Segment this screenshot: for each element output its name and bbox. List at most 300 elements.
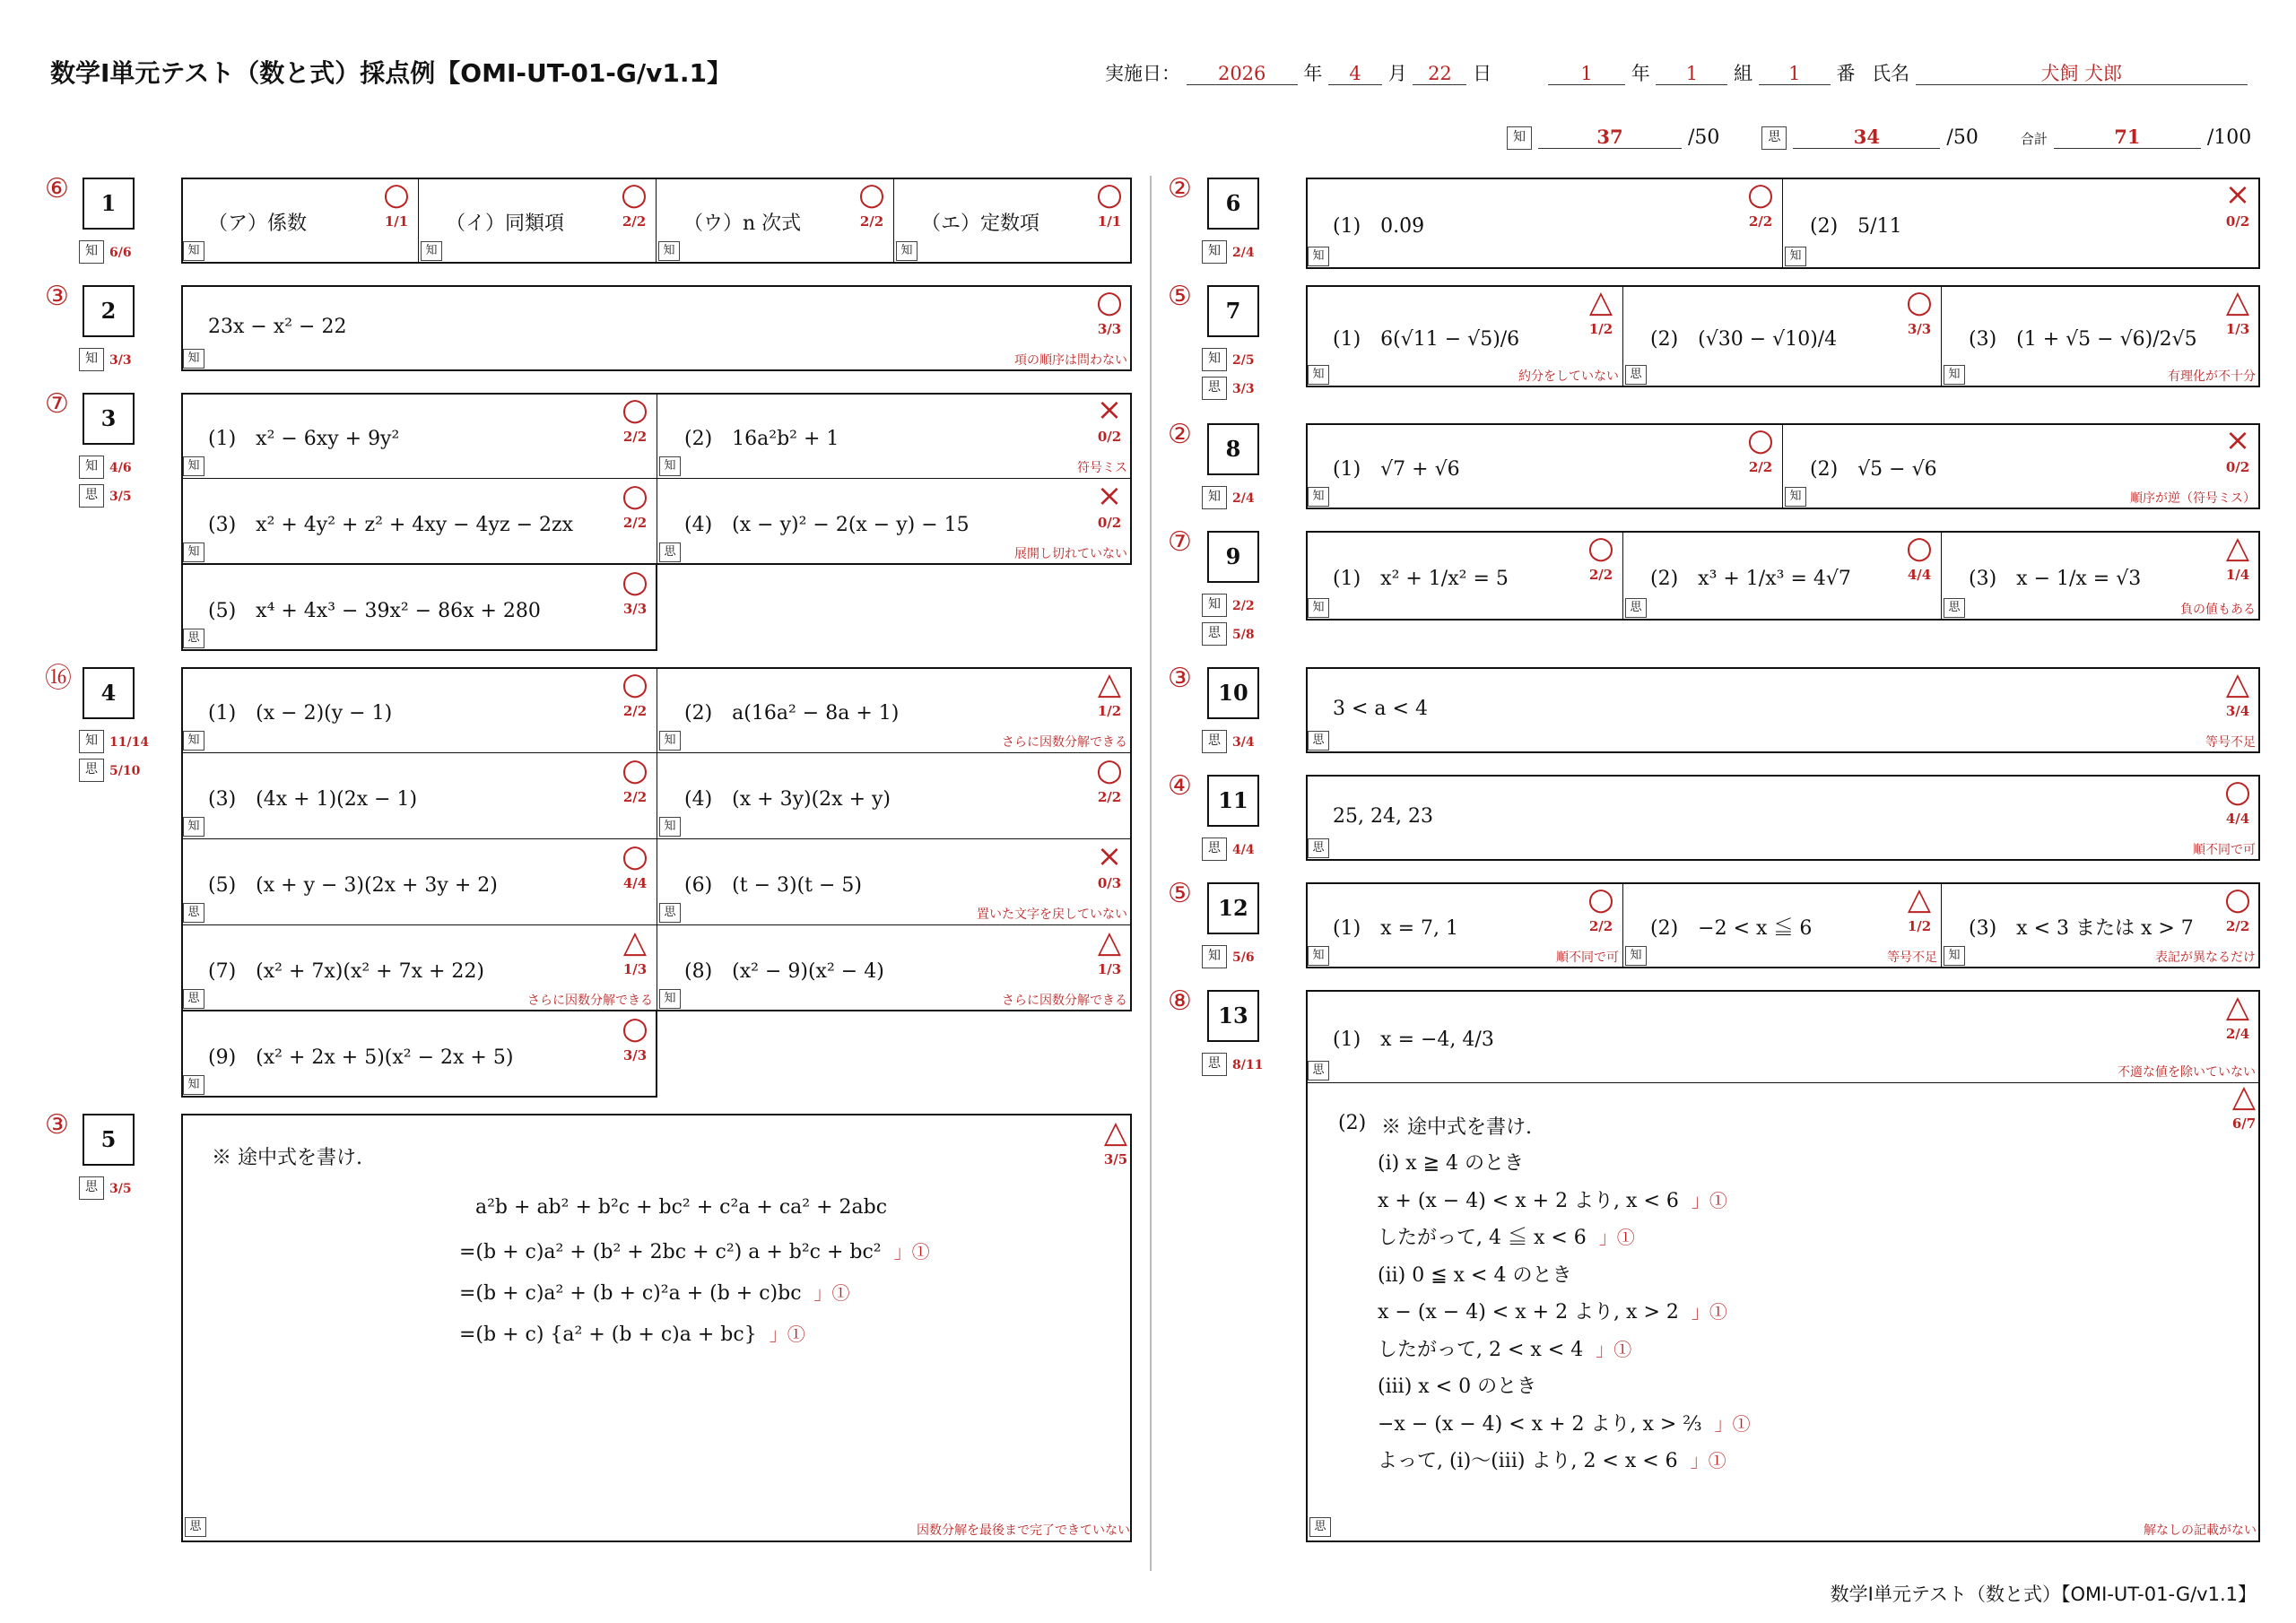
cell-score: 3/4 xyxy=(2225,703,2250,719)
cell-tag: 知 xyxy=(183,456,204,476)
cell-tag: 思 xyxy=(183,989,204,1009)
answer-text: (7) (x² + 7x)(x² + 7x + 22) xyxy=(208,960,485,983)
cell-tag: 思 xyxy=(659,903,681,923)
grading-mark: ○ xyxy=(1096,284,1123,320)
page-title: 数学Ⅰ単元テスト（数と式）採点例【OMI-UT-01-G/v1.1】 xyxy=(50,58,732,88)
q13b-comment: 解なしの記載がない xyxy=(2144,1523,2257,1538)
cell-tag: 知 xyxy=(183,817,204,837)
answer-text: (1) (x − 2)(y − 1) xyxy=(208,702,393,725)
cell-tag: 知 xyxy=(183,731,204,751)
q13b-line-tick: 」① xyxy=(1598,1227,1635,1248)
number-label: 番 xyxy=(1836,63,1856,84)
answer-cell xyxy=(1942,285,2260,387)
grading-mark: △ xyxy=(622,924,648,960)
q5-comment: 因数分解を最後まで完了できていない xyxy=(917,1523,1130,1538)
year-value: 2026 xyxy=(1187,62,1298,85)
answer-text: (2) 5/11 xyxy=(1810,215,1902,238)
question-subscore-row xyxy=(79,484,132,508)
answer-text: (2) 16a²b² + 1 xyxy=(684,428,839,450)
q5-line-tick: 」① xyxy=(769,1324,805,1345)
cell-score: 1/1 xyxy=(1097,213,1122,230)
cell-score: 2/2 xyxy=(622,429,648,445)
cell-tag: 思 xyxy=(1625,598,1647,618)
cell-score: 4/4 xyxy=(2225,811,2250,827)
cell-tag-wrap xyxy=(659,989,681,1009)
cell-tag-wrap xyxy=(659,731,681,751)
cell-tag: 知 xyxy=(183,349,204,369)
subscore-tag: 思 xyxy=(1202,622,1227,646)
grading-mark: △ xyxy=(1097,924,1122,960)
subscore-tag: 思 xyxy=(1202,377,1227,400)
question-number: 10 xyxy=(1207,667,1259,719)
question-points-circle: ③ xyxy=(45,281,69,312)
cell-tag: 知 xyxy=(1785,487,1806,507)
subscore-value: 4/4 xyxy=(1232,842,1255,857)
cell-score: 2/2 xyxy=(2225,918,2250,934)
cell-tag-wrap xyxy=(1785,487,1806,507)
question-number: 4 xyxy=(83,667,135,719)
answer-text: （イ）同類項 xyxy=(446,213,565,235)
question-points-circle: ⑯ xyxy=(45,663,72,694)
subscore-tag: 思 xyxy=(1202,838,1227,861)
think-tag: 思 xyxy=(1761,126,1787,150)
cell-tag-wrap xyxy=(183,241,204,261)
q13b-line-text: −x − (x − 4) < x + 2 より, x > ⅔ xyxy=(1378,1412,1702,1436)
cell-score: 1/2 xyxy=(1097,703,1122,719)
cell-tag-wrap xyxy=(1625,598,1647,618)
answer-cell xyxy=(657,667,1132,753)
cell-score: 3/3 xyxy=(1097,321,1122,337)
answer-cell xyxy=(181,178,419,264)
grading-mark: △ xyxy=(1097,666,1122,702)
subscore-tag: 知 xyxy=(79,456,104,479)
cell-tag-wrap xyxy=(183,456,204,476)
q13b-tag: 思 xyxy=(1309,1517,1331,1537)
q13b-work-line xyxy=(1378,1222,1635,1250)
answer-cell xyxy=(894,178,1132,264)
subscore-value: 5/8 xyxy=(1232,627,1255,642)
question-subscore-row xyxy=(1202,594,1255,617)
cell-tag-wrap xyxy=(896,241,918,261)
answer-text: (2) √5 − √6 xyxy=(1810,458,1937,481)
grading-mark: ○ xyxy=(1096,177,1123,213)
cell-score: 0/2 xyxy=(1097,429,1122,445)
column-divider xyxy=(1150,176,1152,1571)
cell-tag: 知 xyxy=(183,241,204,261)
grading-mark: ○ xyxy=(1587,881,1614,917)
cell-tag-wrap xyxy=(1308,598,1329,618)
answer-cell xyxy=(419,178,657,264)
answer-cell xyxy=(657,393,1132,479)
answer-text: (3) (1 + √5 − √6)/2√5 xyxy=(1969,328,2197,351)
answer-text: (2) −2 < x ≦ 6 xyxy=(1650,917,1813,940)
q13b-line-text: (iii) x < 0 のとき xyxy=(1378,1376,1537,1398)
question-subscore-row xyxy=(1202,377,1255,400)
answer-cell xyxy=(1306,423,1783,509)
question-number: 6 xyxy=(1207,178,1259,230)
question-points-circle: ⑧ xyxy=(1168,985,1192,1017)
q5-score: 3/5 xyxy=(1103,1151,1128,1167)
cell-tag-wrap xyxy=(1785,247,1806,266)
q13b-work-line xyxy=(1378,1445,1726,1473)
grading-mark: × xyxy=(2224,422,2251,458)
cell-comment: 不適な値を除いていない xyxy=(2118,1065,2256,1080)
cell-score: 1/4 xyxy=(2225,567,2250,583)
grading-mark: ○ xyxy=(1587,530,1614,566)
cell-score: 0/3 xyxy=(1097,875,1122,891)
grading-mark: ○ xyxy=(622,1011,648,1046)
subscore-tag: 知 xyxy=(79,240,104,264)
answer-text: 25, 24, 23 xyxy=(1333,805,1433,828)
question-subscore-row xyxy=(1202,1053,1263,1076)
q13b-work-line xyxy=(1378,1334,1631,1362)
cell-score: 0/2 xyxy=(1097,515,1122,531)
answer-cell xyxy=(181,393,657,479)
think-max: /50 xyxy=(1946,126,1979,149)
question-subscore-row xyxy=(1202,945,1255,968)
q13b-work-line xyxy=(1378,1185,1727,1213)
know-max: /50 xyxy=(1688,126,1720,149)
student-row xyxy=(1548,59,2248,86)
grading-mark: ○ xyxy=(1906,530,1933,566)
day-label: 日 xyxy=(1473,63,1492,84)
grading-mark: ○ xyxy=(2224,774,2251,810)
answer-cell xyxy=(181,285,1132,371)
q13b-work-line xyxy=(1378,1409,1751,1436)
cell-comment: 展開し切れていない xyxy=(1014,547,1127,561)
subscore-value: 3/5 xyxy=(109,1181,132,1196)
question-points-circle: ② xyxy=(1168,419,1192,450)
q13b-line-tick: 」① xyxy=(1691,1301,1727,1323)
q13b-line-text: x − (x − 4) < x + 2 より, x > 2 xyxy=(1378,1301,1679,1324)
cell-comment: 等号不足 xyxy=(1887,950,1937,965)
class-label: 組 xyxy=(1734,63,1753,84)
question-points-circle: ⑤ xyxy=(1168,281,1192,312)
cell-comment: 有理化が不十分 xyxy=(2168,369,2256,384)
q5-line-text: =(b + c)a² + (b + c)²a + (b + c)bc xyxy=(459,1282,802,1305)
q5-line-tick: 」① xyxy=(893,1241,930,1263)
answer-text: (2) a(16a² − 8a + 1) xyxy=(684,702,900,725)
cell-comment: 負の値もある xyxy=(2180,603,2256,617)
grading-mark: △ xyxy=(2225,530,2250,566)
question-subscore-row xyxy=(79,730,149,753)
grade-value: 1 xyxy=(1548,62,1625,85)
answer-text: (3) x < 3 または x > 7 xyxy=(1969,917,2194,940)
answer-cell xyxy=(181,839,657,925)
answer-cell xyxy=(181,667,657,753)
date-row xyxy=(1105,59,1492,86)
cell-tag: 知 xyxy=(659,456,681,476)
question-subscore-row xyxy=(79,1176,132,1200)
answer-text: (3) x − 1/x = √3 xyxy=(1969,568,2142,590)
q5-line-text: a²b + ab² + b²c + bc² + c²a + ca² + 2abc xyxy=(475,1196,888,1219)
cell-tag-wrap xyxy=(183,731,204,751)
answer-cell xyxy=(1623,531,1942,621)
question-points-circle: ③ xyxy=(45,1109,69,1141)
cell-score: 2/2 xyxy=(622,703,648,719)
cell-tag: 知 xyxy=(183,1075,204,1095)
q13b-score: 6/7 xyxy=(2231,1115,2257,1132)
cell-comment: 約分をしていない xyxy=(1518,369,1619,384)
cell-tag-wrap xyxy=(658,241,680,261)
cell-tag: 知 xyxy=(1308,598,1329,618)
grading-mark: ○ xyxy=(622,392,648,428)
cell-tag-wrap xyxy=(183,903,204,923)
cell-comment: 表記が異なるだけ xyxy=(2155,950,2256,965)
cell-score: 3/3 xyxy=(622,601,648,617)
answer-cell xyxy=(1306,775,2260,861)
cell-tag: 知 xyxy=(1308,247,1329,266)
cell-comment: 置いた文字を戻していない xyxy=(977,907,1127,922)
answer-cell xyxy=(1783,178,2260,269)
cell-score: 2/2 xyxy=(1588,918,1613,934)
cell-tag: 思 xyxy=(1308,1061,1329,1081)
answer-cell xyxy=(181,565,657,651)
subscore-tag: 思 xyxy=(79,759,104,782)
cell-tag: 思 xyxy=(1944,598,1965,618)
grading-mark: ○ xyxy=(622,478,648,514)
q13b-line-text: したがって, 4 ≦ x < 6 xyxy=(1378,1227,1587,1249)
cell-tag-wrap xyxy=(659,817,681,837)
cell-tag-wrap xyxy=(659,456,681,476)
know-score: 37 xyxy=(1538,126,1682,149)
cell-score: 2/2 xyxy=(1748,213,1773,230)
cell-score: 1/3 xyxy=(622,961,648,977)
answer-text: (8) (x² − 9)(x² − 4) xyxy=(684,960,884,983)
q13b-line-text: (i) x ≧ 4 のとき xyxy=(1378,1152,1525,1175)
answer-text: （ウ）n 次式 xyxy=(683,213,802,235)
cell-comment: 項の順序は問わない xyxy=(1014,353,1127,368)
question-points-circle: ⑦ xyxy=(1168,526,1192,558)
cell-tag: 知 xyxy=(1944,946,1965,966)
q13b-label: (2) xyxy=(1338,1112,1367,1134)
subscore-tag: 知 xyxy=(1202,240,1227,264)
cell-score: 1/2 xyxy=(1907,918,1932,934)
answer-cell xyxy=(1942,882,2260,968)
cell-score: 3/3 xyxy=(1907,321,1932,337)
cell-tag-wrap xyxy=(1308,838,1329,858)
answer-text: (1) 6(√11 − √5)/6 xyxy=(1333,328,1520,351)
answer-cell xyxy=(181,753,657,839)
subscore-tag: 知 xyxy=(1202,594,1227,617)
subscore-tag: 知 xyxy=(79,348,104,371)
cell-tag-wrap xyxy=(1308,1061,1329,1081)
subscore-value: 8/11 xyxy=(1232,1057,1264,1072)
answer-cell xyxy=(1306,285,1623,387)
question-subscore-row xyxy=(79,759,140,782)
q5-mark: △ xyxy=(1103,1115,1128,1150)
answer-text: (3) (4x + 1)(2x − 1) xyxy=(208,788,418,811)
cell-score: 2/2 xyxy=(1588,567,1613,583)
grading-mark: ○ xyxy=(858,177,885,213)
q5-line-text: =(b + c) {a² + (b + c)a + bc} xyxy=(459,1324,757,1346)
cell-tag: 知 xyxy=(1308,487,1329,507)
q5-work-line xyxy=(459,1237,930,1263)
day-value: 22 xyxy=(1413,62,1466,85)
grading-mark: △ xyxy=(2225,666,2250,702)
q13b-mark: △ xyxy=(2231,1079,2257,1115)
q13b-note: ※ 途中式を書け. xyxy=(1381,1116,1532,1139)
q13b-line-tick: 」① xyxy=(1690,1450,1726,1471)
cell-tag: 知 xyxy=(659,817,681,837)
answer-cell xyxy=(181,479,657,565)
cell-tag: 知 xyxy=(421,241,442,261)
q5-tag: 思 xyxy=(185,1517,206,1537)
answer-text: 23x − x² − 22 xyxy=(208,316,347,338)
cell-tag: 知 xyxy=(1308,946,1329,966)
answer-text: (3) x² + 4y² + z² + 4xy − 4yz − 2zx xyxy=(208,514,573,536)
cell-tag: 知 xyxy=(1785,247,1806,266)
know-tag: 知 xyxy=(1507,126,1532,150)
answer-text: (1) x² − 6xy + 9y² xyxy=(208,428,400,450)
answer-text: (2) x³ + 1/x³ = 4√7 xyxy=(1650,568,1851,590)
question-number: 9 xyxy=(1207,531,1259,583)
grading-mark: ○ xyxy=(2224,881,2251,917)
cell-tag-wrap xyxy=(421,241,442,261)
question-number: 8 xyxy=(1207,423,1259,475)
grading-mark: × xyxy=(1096,392,1123,428)
answer-cell xyxy=(657,925,1132,1011)
cell-comment: 順序が逆（符号ミス） xyxy=(2130,491,2256,506)
answer-text: (1) x = 7, 1 xyxy=(1333,917,1458,940)
q5-line-text: =(b + c)a² + (b² + 2bc + c²) a + b²c + bc² xyxy=(459,1241,882,1263)
cell-score: 2/4 xyxy=(2225,1026,2250,1042)
month-label: 月 xyxy=(1387,63,1407,84)
answer-cell xyxy=(181,1011,657,1098)
answer-cell xyxy=(1306,178,1783,269)
q13b-work-line xyxy=(1378,1260,1571,1288)
month-value: 4 xyxy=(1328,62,1382,85)
cell-tag: 知 xyxy=(896,241,918,261)
question-number: 5 xyxy=(83,1114,135,1166)
cell-tag: 知 xyxy=(1308,365,1329,385)
cell-tag-wrap xyxy=(1308,946,1329,966)
subscore-tag: 知 xyxy=(1202,945,1227,968)
answer-cell xyxy=(1783,423,2260,509)
cell-comment: 符号ミス xyxy=(1077,461,1127,475)
q5-work-line xyxy=(459,1320,805,1346)
cell-tag-wrap xyxy=(1944,598,1965,618)
grading-mark: ○ xyxy=(383,177,410,213)
question-subscore-row xyxy=(1202,838,1255,861)
q13b-work-line xyxy=(1378,1148,1524,1176)
question-number: 3 xyxy=(83,393,135,445)
answer-text: 3 < a < 4 xyxy=(1333,698,1428,720)
cell-tag-wrap xyxy=(1944,365,1965,385)
answer-cell xyxy=(1306,531,1623,621)
subscore-value: 3/5 xyxy=(109,489,132,504)
question-number: 11 xyxy=(1207,775,1259,827)
question-subscore-row xyxy=(1202,240,1255,264)
question-points-circle: ② xyxy=(1168,173,1192,204)
answer-cell xyxy=(181,925,657,1011)
subscore-value: 2/2 xyxy=(1232,598,1255,613)
question-number: 1 xyxy=(83,178,135,230)
subscore-value: 3/3 xyxy=(1232,381,1255,396)
cell-tag-wrap xyxy=(183,349,204,369)
answer-cell xyxy=(1623,285,1942,387)
cell-tag: 知 xyxy=(1625,946,1647,966)
cell-tag: 思 xyxy=(659,542,681,562)
q13b-line-tick: 」① xyxy=(1714,1412,1751,1435)
cell-tag: 知 xyxy=(659,731,681,751)
cell-comment: 順不同で可 xyxy=(1556,950,1619,965)
subscore-value: 4/6 xyxy=(109,460,132,475)
question-points-circle: ③ xyxy=(1168,663,1192,694)
grading-mark: × xyxy=(1096,478,1123,514)
question-subscore-row xyxy=(1202,486,1255,509)
cell-score: 2/2 xyxy=(622,515,648,531)
q13b-line-tick: 」① xyxy=(1596,1338,1632,1360)
subscore-value: 2/5 xyxy=(1232,352,1255,368)
cell-score: 2/2 xyxy=(622,213,647,230)
subscore-value: 5/10 xyxy=(109,763,141,778)
cell-tag-wrap xyxy=(183,817,204,837)
cell-score: 0/2 xyxy=(2225,213,2250,230)
answer-text: （エ）定数項 xyxy=(921,213,1040,235)
grading-mark: ○ xyxy=(622,752,648,788)
cell-score: 1/3 xyxy=(2225,321,2250,337)
answer-text: (4) (x − y)² − 2(x − y) − 15 xyxy=(684,514,970,536)
subscore-value: 3/3 xyxy=(109,352,132,368)
cell-tag-wrap xyxy=(1944,946,1965,966)
subscore-value: 3/4 xyxy=(1232,734,1255,750)
cell-tag-wrap xyxy=(1308,365,1329,385)
cell-score: 1/1 xyxy=(384,213,409,230)
cell-tag-wrap xyxy=(183,629,204,648)
q13b-line-text: したがって, 2 < x < 4 xyxy=(1378,1338,1584,1361)
cell-tag: 思 xyxy=(1625,365,1647,385)
question-subscore-row xyxy=(79,348,132,371)
answer-cell xyxy=(1942,531,2260,621)
class-value: 1 xyxy=(1656,62,1727,85)
cell-tag: 思 xyxy=(1308,838,1329,858)
cell-comment: 等号不足 xyxy=(2205,735,2256,750)
question-points-circle: ④ xyxy=(1168,770,1192,802)
cell-comment: さらに因数分解できる xyxy=(1002,994,1127,1008)
subscore-tag: 思 xyxy=(1202,730,1227,753)
answer-text: (1) x² + 1/x² = 5 xyxy=(1333,568,1509,590)
answer-text: (6) (t − 3)(t − 5) xyxy=(684,874,863,897)
cell-tag: 思 xyxy=(1308,731,1329,751)
footer-title: 数学Ⅰ単元テスト（数と式）【OMI-UT-01-G/v1.1】 xyxy=(1830,1584,2257,1605)
year-label: 年 xyxy=(1303,63,1323,84)
answer-cell xyxy=(1306,990,2260,1083)
grading-mark: △ xyxy=(2225,284,2250,320)
cell-score: 2/2 xyxy=(859,213,884,230)
grading-mark: ○ xyxy=(1747,422,1774,458)
grading-mark: ○ xyxy=(622,666,648,702)
cell-score: 3/3 xyxy=(622,1047,648,1063)
cell-tag-wrap xyxy=(1625,946,1647,966)
grading-mark: △ xyxy=(1907,881,1932,917)
question-subscore-row xyxy=(79,456,132,479)
subscore-value: 2/4 xyxy=(1232,245,1255,260)
cell-tag-wrap xyxy=(1308,487,1329,507)
subscore-tag: 知 xyxy=(1202,486,1227,509)
grading-mark: △ xyxy=(2225,989,2250,1025)
cell-tag: 知 xyxy=(1944,365,1965,385)
cell-tag: 知 xyxy=(659,989,681,1009)
subscore-tag: 知 xyxy=(79,730,104,753)
name-value: 犬飼 犬郎 xyxy=(1916,62,2248,85)
grading-mark: ○ xyxy=(1747,177,1774,213)
answer-cell xyxy=(657,839,1132,925)
q13b-work-line xyxy=(1378,1297,1727,1324)
cell-tag: 知 xyxy=(658,241,680,261)
q5-work-line xyxy=(459,1279,850,1305)
cell-score: 4/4 xyxy=(622,875,648,891)
